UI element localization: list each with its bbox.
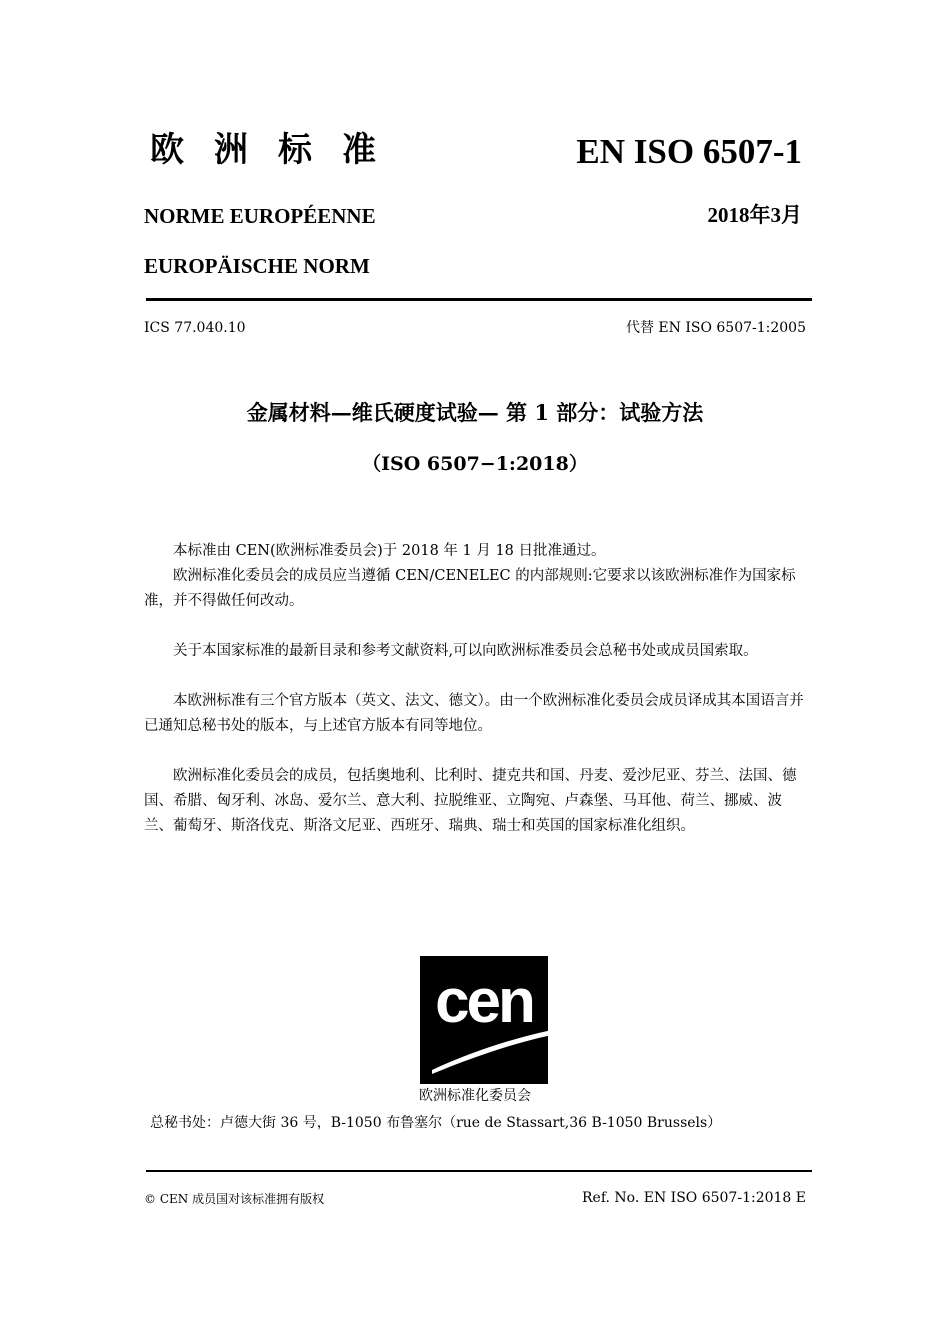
reference-number: Ref. No. EN ISO 6507-1:2018 E (582, 1190, 806, 1206)
body-text (144, 539, 808, 839)
replaces-note: 代替 EN ISO 6507-1:2005 (625, 320, 806, 336)
paragraph-versions: 本欧洲标准有三个官方版本（英文、法文、德文）。由一个欧洲标准化委员会成员译成其本国语言并已通知总秘书处的版本，与上述官方版本有同等地位。 (144, 693, 804, 734)
top-divider (146, 298, 812, 301)
norme-europeenne: NORME EUROPÉENNE (144, 204, 376, 228)
standard-number: EN ISO 6507-1 (576, 132, 802, 171)
ics-code: ICS 77.040.10 (144, 320, 246, 336)
copyright-notice: © CEN 成员国对该标准拥有版权 (144, 1192, 325, 1206)
cen-logo (420, 956, 548, 1084)
cen-logo-text: cen (435, 967, 533, 1036)
bottom-divider (146, 1170, 812, 1172)
paragraph-approval: 本标准由 CEN(欧洲标准委员会)于 2018 年 1 月 18 日批准通过。 (173, 543, 606, 559)
paragraph-rules: 欧洲标准化委员会的成员应当遵循 CEN/CENELEC 的内部规则:它要求以该欧洲标准作为国家标准，并不得做任何改动。 (144, 568, 796, 609)
paragraph-members: 欧洲标准化委员会的成员，包括奥地利、比利时、捷克共和国、丹麦、爱沙尼亚、芬兰、法国、德国、希腊、匈牙利、冰岛、爱尔兰、意大利、拉脱维亚、立陶宛、卢森堡、马耳他、荷兰、挪威、波兰、葡萄牙、斯洛伐克、斯洛文尼亚、西班牙、瑞典、瑞士和英国的国家标准化组织。 (144, 768, 797, 834)
logo-caption: 欧洲标准化委员会 (419, 1088, 531, 1104)
document-title: 金属材料—维氏硬度试验— 第 1 部分：试验方法 (246, 400, 704, 425)
publication-date: 2018年3月 (707, 203, 802, 227)
paragraph-references: 关于本国家标准的最新目录和参考文献资料,可以向欧洲标准委员会总秘书处或成员国索取。 (173, 643, 758, 659)
secretariat-address: 总秘书处：卢德大街 36 号，B-1050 布鲁塞尔（rue de Stassart,36 B-1050 Brussels） (150, 1115, 722, 1131)
europaische-norm: EUROPÄISCHE NORM (144, 254, 370, 278)
document-subtitle: （ISO 6507−1:2018） (362, 453, 588, 475)
title-chinese: 欧洲标准 (150, 130, 406, 170)
